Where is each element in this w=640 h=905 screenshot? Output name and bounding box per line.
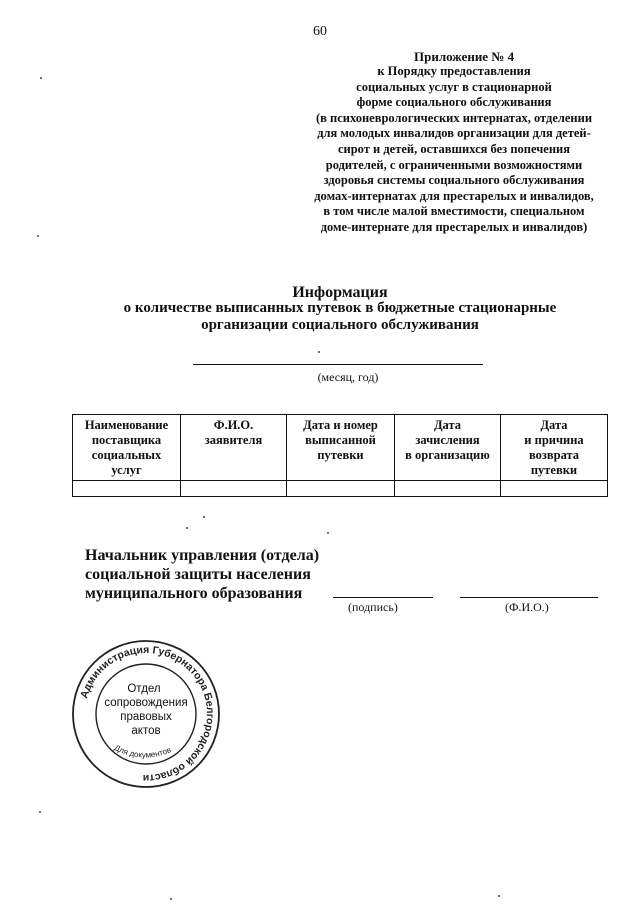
signature-title bbox=[85, 546, 319, 603]
official-stamp bbox=[70, 638, 222, 790]
stamp-ring-text: Администрация Губернатора Белгородской области bbox=[78, 643, 217, 785]
appendix-line: социальных услуг в стационарной bbox=[356, 79, 552, 94]
signature-title-line: муниципального образования bbox=[85, 585, 303, 602]
stamp-center-line: правовых bbox=[120, 711, 172, 723]
table-cell bbox=[501, 481, 608, 497]
scan-speck bbox=[170, 898, 172, 900]
appendix-line: в том числе малой вместимости, специальном bbox=[323, 204, 585, 219]
appendix-line: к Порядку предоставления bbox=[377, 64, 531, 78]
scan-speck bbox=[39, 811, 41, 813]
appendix-line: сирот и детей, оставшихся без попечения bbox=[337, 141, 570, 156]
header-return-date-reason: Дата и причина возврата путевки bbox=[501, 415, 608, 481]
table-cell bbox=[181, 481, 287, 497]
info-subtitle-line: организации социального обслуживания bbox=[201, 317, 479, 333]
period-caption: (месяц, год) bbox=[317, 370, 379, 384]
scan-speck bbox=[318, 351, 320, 353]
stamp-center-line: Отдел bbox=[127, 683, 161, 695]
appendix-line: (в психоневрологических интернатах, отделении bbox=[315, 110, 593, 125]
signature-underline bbox=[333, 597, 433, 598]
table-row bbox=[73, 481, 608, 497]
header-provider-name: Наименование поставщика социальных услуг bbox=[73, 415, 181, 481]
signature-title-line: Начальник управления (отдела) bbox=[85, 547, 320, 564]
scan-speck bbox=[203, 516, 205, 518]
period-underline bbox=[193, 364, 483, 365]
scan-speck bbox=[40, 77, 42, 79]
info-subtitle-line: о количестве выписанных путевок в бюджетные стационарные bbox=[123, 300, 557, 316]
stamp-center-line: актов bbox=[131, 725, 161, 737]
appendix-line: для молодых инвалидов организации для детей- bbox=[317, 126, 591, 141]
report-table bbox=[72, 414, 608, 497]
appendix-line: здоровья системы социального обслуживания bbox=[323, 173, 585, 188]
header-enrollment-date: Дата зачисления в организацию bbox=[395, 415, 501, 481]
info-subtitle bbox=[60, 300, 620, 334]
scan-speck bbox=[37, 235, 39, 237]
table-header-row bbox=[73, 415, 608, 481]
signature-caption: (подпись) bbox=[348, 600, 398, 614]
stamp-center-line: сопровождения bbox=[104, 697, 188, 709]
name-caption: (Ф.И.О.) bbox=[505, 600, 549, 614]
appendix-body bbox=[300, 64, 608, 236]
appendix-line: домах-интернатах для престарелых и инвалидов, bbox=[314, 188, 594, 203]
appendix-line: родителей, с ограниченными возможностями bbox=[325, 157, 583, 172]
header-applicant-name: Ф.И.О. заявителя bbox=[181, 415, 287, 481]
appendix-line: доме-интернате для престарелых и инвалидов) bbox=[320, 219, 588, 234]
scan-speck bbox=[327, 532, 329, 534]
scan-speck bbox=[498, 895, 500, 897]
header-voucher-date-number: Дата и номер выписанной путевки bbox=[287, 415, 395, 481]
table-cell bbox=[395, 481, 501, 497]
stamp-bottom-text: Для документов bbox=[112, 743, 173, 760]
scan-speck bbox=[186, 527, 188, 529]
info-heading: Информация bbox=[292, 284, 388, 301]
table-cell bbox=[73, 481, 181, 497]
appendix-title: Приложение № 4 bbox=[414, 49, 515, 64]
name-underline bbox=[460, 597, 598, 598]
page-number: 60 bbox=[313, 24, 327, 39]
appendix-line: форме социального обслуживания bbox=[356, 95, 552, 110]
table-cell bbox=[287, 481, 395, 497]
signature-title-line: социальной защиты населения bbox=[85, 566, 311, 583]
